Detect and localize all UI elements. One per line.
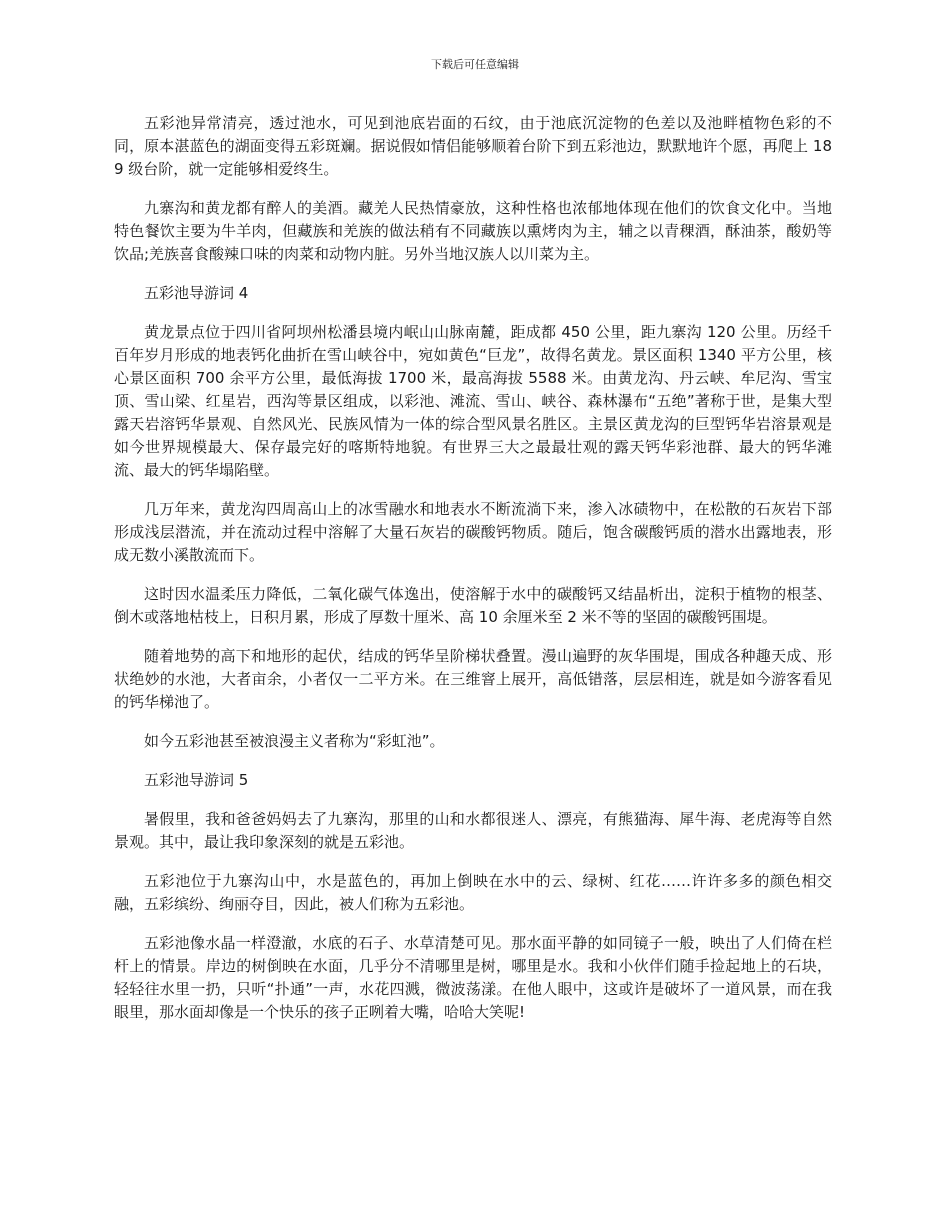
paragraph: 暑假里，我和爸爸妈妈去了九寨沟，那里的山和水都很迷人、漂亮，有熊猫海、犀牛海、老虎海等自然景观。其中，最让我印象深刻的就是五彩池。 [114,810,832,851]
paragraph: 几万年来，黄龙沟四周高山上的冰雪融水和地表水不断流淌下来，渗入冰碛物中，在松散的石灰岩下部形成浅层潜流，并在流动过程中溶解了大量石灰岩的碳酸钙物质。随后，饱含碳酸钙质的潜水出露地表，形成无数小溪散流而下。 [114,500,832,564]
paragraph: 如今五彩池甚至被浪漫主义者称为“彩虹池”。 [144,732,445,750]
paragraph: 五彩池异常清亮，透过池水，可见到池底岩面的石纹，由于池底沉淀物的色差以及池畔植物色彩的不同，原本湛蓝色的湖面变得五彩斑斓。据说假如情侣能够顺着台阶下到五彩池边，默默地许个愿，再爬上 189 级台阶，就一定能够相爱终生。 [114,114,832,178]
document-body [114,112,832,1040]
page-header: 下载后可任意编辑 [431,58,519,71]
section-heading: 五彩池导游词 5 [144,771,249,789]
paragraph: 这时因水温柔压力降低，二氧化碳气体逸出，使溶解于水中的碳酸钙又结晶析出，淀积于植物的根茎、倒木或落地枯枝上，日积月累，形成了厚数十厘米、高 10 余厘米至 2 米不等的坚固的碳酸钙围堤。 [114,585,832,626]
section-heading: 五彩池导游词 4 [144,284,249,302]
paragraph: 九寨沟和黄龙都有醉人的美酒。藏羌人民热情豪放，这种性格也浓郁地体现在他们的饮食文化中。当地特色餐饮主要为牛羊肉，但藏族和羌族的做法稍有不同藏族以熏烤肉为主，辅之以青稞酒，酥油茶，酸奶等饮品;羌族喜食酸辣口味的肉菜和动物内脏。另外当地汉族人以川菜为主。 [114,199,832,263]
paragraph: 黄龙景点位于四川省阿坝州松潘县境内岷山山脉南麓，距成都 450 公里，距九寨沟 120 公里。历经千百年岁月形成的地表钙化曲折在雪山峡谷中，宛如黄色“巨龙”，故得名黄龙。景区面积 1340 平方公里，核心景区面积 700 余平方公里，最低海拔 1700 米，最高海拔 5588 米。由黄龙沟、丹云峡、牟尼沟、雪宝顶、雪山梁、红星岩，西沟等景区组成，以彩池、滩流、雪山、峡谷、森林瀑布“五绝”著称于世，是集大型露天岩溶钙华景观、自然风光、民族风情为一体的综合型风景名胜区。主景区黄龙沟的巨型钙华岩溶景观是如今世界规模最大、保存最完好的喀斯特地貌。有世界三大之最最壮观的露天钙华彩池群、最大的钙华滩流、最大的钙华塌陷壁。 [114,323,832,479]
paragraph: 五彩池像水晶一样澄澈，水底的石子、水草清楚可见。那水面平静的如同镜子一般，映出了人们倚在栏杆上的情景。岸边的树倒映在水面，几乎分不清哪里是树，哪里是水。我和小伙伴们随手捡起地上的石块，轻轻往水里一扔，只听“扑通”一声，水花四溅，微波荡漾。在他人眼中，这或许是破坏了一道风景，而在我眼里，那水面却像是一个快乐的孩子正咧着大嘴，哈哈大笑呢! [114,934,832,1021]
paragraph: 五彩池位于九寨沟山中，水是蓝色的，再加上倒映在水中的云、绿树、红花……许许多多的颜色相交融，五彩缤纷、绚丽夺目，因此，被人们称为五彩池。 [114,872,832,913]
paragraph: 随着地势的高下和地形的起伏，结成的钙华呈阶梯状叠置。漫山遍野的灰华围堤，围成各种趣天成、形状绝妙的水池，大者亩余，小者仅一二平方米。在三维窨上展开，高低错落，层层相连，就是如今游客看见的钙华梯池了。 [114,647,832,711]
